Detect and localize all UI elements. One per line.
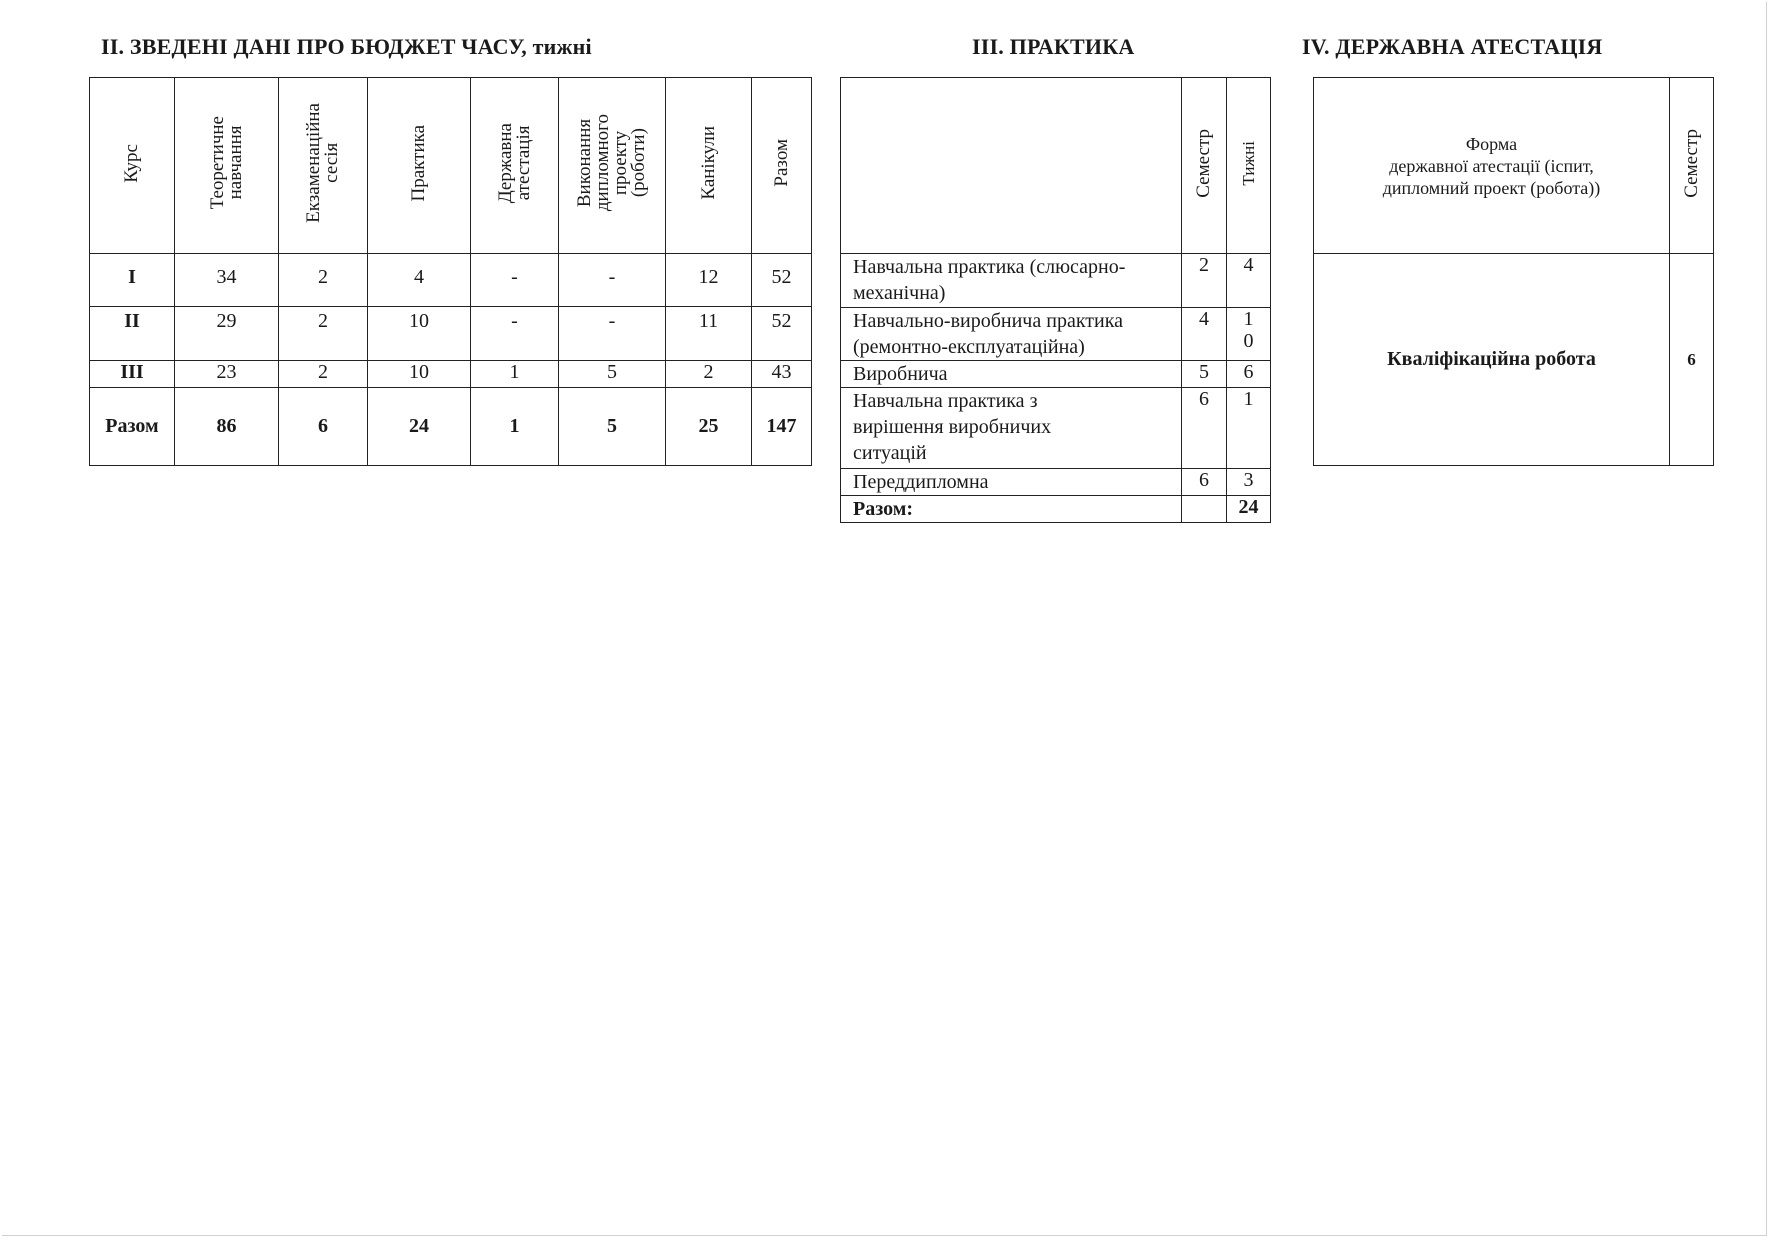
practice-name-cell: Навчальна практика з вирішення виробничих ситуацій <box>841 388 1182 469</box>
practice-name-header <box>841 78 1182 254</box>
budget-cell: 23 <box>175 361 279 388</box>
budget-cell: - <box>471 254 559 307</box>
budget-cell: 52 <box>752 254 812 307</box>
practice-semester-cell: 5 <box>1182 361 1227 388</box>
budget-cell: 2 <box>279 254 368 307</box>
practice-weeks-cell: 6 <box>1227 361 1271 388</box>
practice-weeks-cell: 3 <box>1227 469 1271 496</box>
practice-total-weeks: 24 <box>1227 496 1271 523</box>
practice-weeks-cell: 10 <box>1227 308 1271 361</box>
budget-row <box>90 361 812 388</box>
practice-table <box>840 77 1271 523</box>
attestation-form-value: Кваліфікаційна робота <box>1314 254 1670 466</box>
budget-header-cell: Державна атестація <box>471 78 559 254</box>
budget-header-cell: Теоретичне навчання <box>175 78 279 254</box>
practice-semester-cell: 2 <box>1182 254 1227 308</box>
budget-cell: 43 <box>752 361 812 388</box>
budget-total-row <box>90 388 812 466</box>
budget-total-cell: 1 <box>471 388 559 466</box>
budget-heading: II. ЗВЕДЕНІ ДАНІ ПРО БЮДЖЕТ ЧАСУ, тижні <box>101 34 592 59</box>
budget-cell: 1 <box>471 361 559 388</box>
practice-semester-cell: 6 <box>1182 388 1227 469</box>
budget-header-cell: Практика <box>368 78 471 254</box>
practice-row <box>841 388 1271 469</box>
budget-total-cell: 147 <box>752 388 812 466</box>
practice-row <box>841 308 1271 361</box>
budget-cell: 2 <box>666 361 752 388</box>
budget-header-row <box>90 78 812 254</box>
budget-cell: III <box>90 361 175 388</box>
practice-semester-cell: 6 <box>1182 469 1227 496</box>
practice-total-semester <box>1182 496 1227 523</box>
practice-row <box>841 361 1271 388</box>
practice-semester-cell: 4 <box>1182 308 1227 361</box>
practice-heading: III. ПРАКТИКА <box>972 34 1135 59</box>
budget-cell: 29 <box>175 307 279 361</box>
budget-cell: 12 <box>666 254 752 307</box>
practice-total-label: Разом: <box>841 496 1182 523</box>
budget-table <box>89 77 812 466</box>
attestation-semester-value: 6 <box>1670 254 1714 466</box>
budget-cell: - <box>559 254 666 307</box>
budget-cell: I <box>90 254 175 307</box>
budget-cell: II <box>90 307 175 361</box>
budget-cell: 34 <box>175 254 279 307</box>
budget-header-cell: Разом <box>752 78 812 254</box>
practice-total-row <box>841 496 1271 523</box>
budget-total-cell: 86 <box>175 388 279 466</box>
practice-name-cell: Навчальна практика (слюсарно-механічна) <box>841 254 1182 308</box>
budget-row <box>90 254 812 307</box>
practice-name-cell: Переддипломна <box>841 469 1182 496</box>
attestation-form-header: Форма державної атестації (іспит, дипломний проект (робота)) <box>1314 78 1670 254</box>
budget-header-cell: Екзаменаційна сесія <box>279 78 368 254</box>
budget-cell: 4 <box>368 254 471 307</box>
budget-cell: 2 <box>279 307 368 361</box>
budget-cell: 11 <box>666 307 752 361</box>
budget-total-cell: 25 <box>666 388 752 466</box>
budget-cell: 2 <box>279 361 368 388</box>
budget-total-cell: 24 <box>368 388 471 466</box>
budget-cell: 52 <box>752 307 812 361</box>
practice-weeks-cell: 4 <box>1227 254 1271 308</box>
attestation-header-row <box>1314 78 1714 254</box>
budget-header-cell: Курс <box>90 78 175 254</box>
budget-total-cell: Разом <box>90 388 175 466</box>
budget-cell: - <box>471 307 559 361</box>
budget-header-cell: Виконання дипломного проекту (роботи) <box>559 78 666 254</box>
budget-header-cell: Канікули <box>666 78 752 254</box>
practice-header-row <box>841 78 1271 254</box>
budget-cell: - <box>559 307 666 361</box>
budget-cell: 5 <box>559 361 666 388</box>
attestation-table <box>1313 77 1714 466</box>
practice-row <box>841 469 1271 496</box>
attestation-semester-header: Семестр <box>1670 78 1714 254</box>
budget-cell: 10 <box>368 361 471 388</box>
practice-weeks-cell: 1 <box>1227 388 1271 469</box>
budget-total-cell: 5 <box>559 388 666 466</box>
attestation-heading: IV. ДЕРЖАВНА АТЕСТАЦІЯ <box>1302 34 1603 59</box>
practice-row <box>841 254 1271 308</box>
practice-name-cell: Виробнича <box>841 361 1182 388</box>
practice-name-cell: Навчально-виробнича практика (ремонтно-експлуатаційна) <box>841 308 1182 361</box>
attestation-row <box>1314 254 1714 466</box>
practice-header-cell: Тижні <box>1227 78 1271 254</box>
budget-cell: 10 <box>368 307 471 361</box>
practice-header-cell: Семестр <box>1182 78 1227 254</box>
budget-row <box>90 307 812 361</box>
budget-total-cell: 6 <box>279 388 368 466</box>
